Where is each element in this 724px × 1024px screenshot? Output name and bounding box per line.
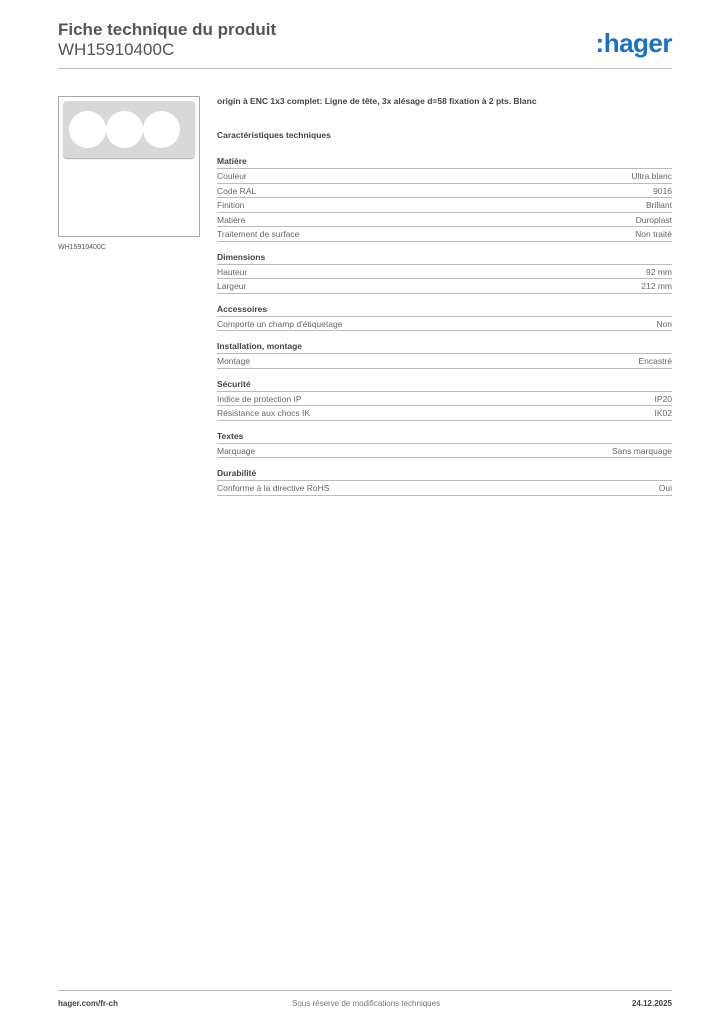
section-heading: Installation, montage	[217, 340, 672, 354]
spec-row	[217, 354, 672, 369]
spec-section	[217, 251, 672, 294]
footer-website[interactable]: hager.com/fr-ch	[58, 999, 119, 1008]
spec-section	[217, 430, 672, 459]
section-heading: Sécurité	[217, 378, 672, 392]
plate-opening	[143, 111, 180, 148]
spec-label: Traitement de surface	[217, 229, 300, 239]
spec-row	[217, 279, 672, 294]
spec-value: 212 mm	[641, 281, 672, 291]
spec-label: Conforme à la directive RoHS	[217, 483, 330, 493]
spec-value: 92 mm	[646, 266, 672, 277]
spec-row	[217, 265, 672, 280]
spec-section	[217, 467, 672, 496]
spec-value: Duroplast	[635, 214, 672, 225]
cover-plate-illustration	[63, 101, 195, 158]
footer-divider	[58, 990, 672, 991]
spec-label: Largeur	[217, 281, 247, 291]
footer-date: 24.12.2025	[631, 999, 672, 1008]
spec-value: 9016	[653, 185, 672, 196]
section-heading: Dimensions	[217, 251, 672, 265]
spec-row	[217, 184, 672, 199]
spec-section	[217, 303, 672, 332]
page-title: Fiche technique du produit	[58, 20, 277, 39]
spec-label: Indice de protection IP	[217, 393, 302, 404]
header-divider	[58, 68, 672, 69]
spec-row	[217, 227, 672, 242]
spec-value: IK02	[654, 408, 672, 418]
spec-value: Brillant	[646, 200, 672, 210]
plate-opening	[69, 111, 106, 148]
spec-row	[217, 169, 672, 184]
image-caption: WH15910400C	[58, 244, 106, 251]
product-code: WH15910400C	[58, 40, 175, 59]
section-heading: Textes	[217, 430, 672, 444]
footer-notice: Sous réserve de modifications techniques	[292, 999, 441, 1008]
spec-row	[217, 213, 672, 228]
spec-row	[217, 444, 672, 459]
spec-label: Couleur	[217, 171, 247, 181]
spec-value: Oui	[658, 483, 672, 493]
plate-opening	[106, 111, 143, 148]
spec-label: Montage	[217, 356, 251, 366]
spec-row	[217, 317, 672, 332]
spec-section	[217, 378, 672, 421]
spec-label: Matière	[217, 214, 246, 225]
hager-logo: :hager	[595, 28, 672, 58]
product-image	[58, 96, 200, 237]
spec-section	[217, 155, 672, 242]
spec-row	[217, 392, 672, 407]
spec-label: Hauteur	[217, 266, 248, 277]
spec-value: Encastré	[638, 356, 672, 366]
spec-value: Ultra blanc	[631, 171, 672, 181]
product-description: origin à ENC 1x3 complet: Ligne de tête, 3x alésage d=58 fixation à 2 pts. Blanc	[217, 96, 537, 106]
spec-label: Marquage	[217, 445, 256, 456]
section-heading: Accessoires	[217, 303, 672, 317]
spec-label: Code RAL	[217, 185, 257, 196]
spec-section	[217, 340, 672, 369]
spec-label: Finition	[217, 200, 245, 210]
section-heading: Durabilité	[217, 467, 672, 481]
spec-value: IP20	[654, 393, 672, 404]
spec-value: Sans marquage	[611, 445, 672, 456]
spec-label: Résistance aux chocs IK	[217, 408, 311, 418]
spec-label: Comporte un champ d'étiquetage	[217, 318, 343, 329]
spec-table	[217, 155, 672, 505]
characteristics-title: Caractéristiques techniques	[217, 130, 331, 140]
spec-row	[217, 198, 672, 213]
spec-row	[217, 406, 672, 421]
section-heading: Matière	[217, 155, 672, 169]
spec-row	[217, 481, 672, 496]
spec-value: Non	[656, 318, 672, 329]
spec-value: Non traité	[635, 229, 672, 239]
